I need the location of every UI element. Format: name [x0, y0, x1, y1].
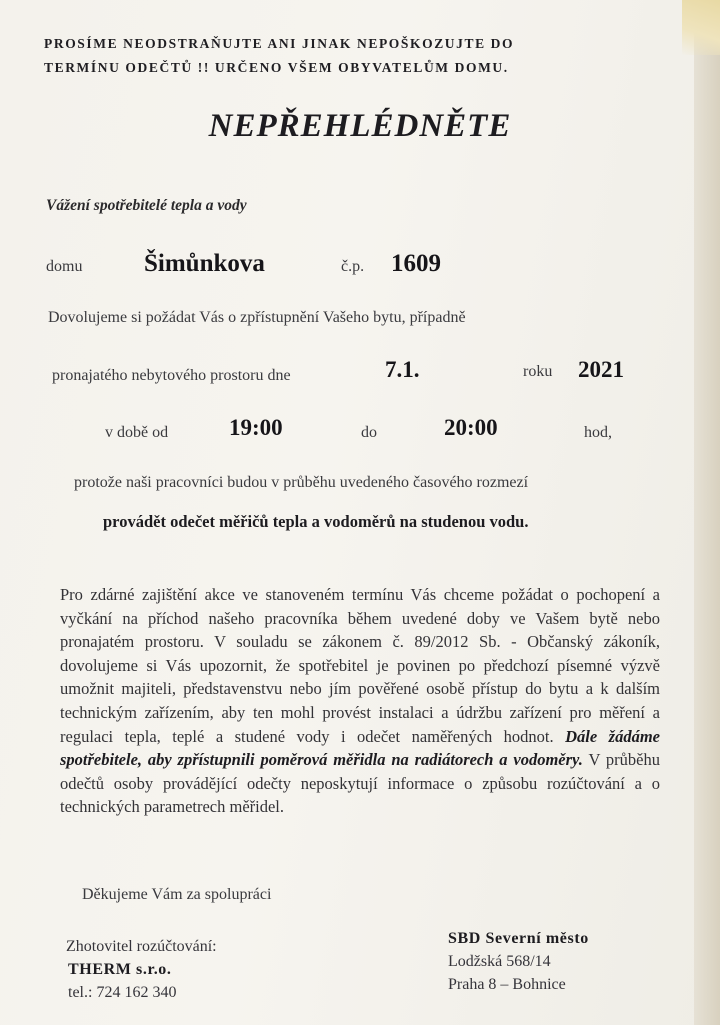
coop-name: SBD Severní město [448, 930, 589, 947]
contractor-label: Zhotovitel rozúčtování: [66, 938, 217, 955]
time-to: 20:00 [444, 415, 498, 440]
year-label: roku [523, 363, 553, 380]
coop-street: Lodžská 568/14 [448, 953, 551, 970]
page-title: NEPŘEHLÉDNĚTE [208, 108, 512, 144]
page-shadow [694, 0, 720, 1025]
request-line-2: pronajatého nebytového prostoru dne [52, 367, 291, 384]
body-text: Pro zdárné zajištění akce ve stanoveném termínu Vás chceme požádat o pochopení a vyčkání na příchod našeho pracovníka během uvedené doby ve Vašem bytě nebo pronajatém prostoru. V souladu se zákonem č. 89/2012 Sb. - Občanský zákoník, dovolujeme si Vás upozornit, že spotřebitel je povinen po předchozí písemné výzvě umožnit majiteli, představenstvu nebo jím pověřené osobě přístup do bytu a k dalším technickým zařízením, aby ten mohl provést instalaci a údržbu zařízení pro měření a regulaci tepla, teplé a studené vody i odečet naměřených hodnot. [60, 585, 660, 746]
contractor-name: THERM s.r.o. [68, 961, 172, 978]
time-from: 19:00 [229, 415, 283, 440]
thanks-line: Děkujeme Vám za spolupráci [82, 886, 272, 903]
time-to-label: do [361, 424, 377, 441]
visit-year: 2021 [578, 357, 624, 382]
reading-task: provádět odečet měřičů tepla a vodoměrů na studenou vodu. [103, 512, 529, 531]
house-number: 1609 [391, 250, 441, 277]
reason-line: protože naši pracovníci budou v průběhu uvedeného časového rozmezí [74, 474, 529, 491]
body-paragraph [60, 583, 660, 819]
body-emphasis: Dále žádáme spotřebitele, aby zpřístupnili poměrová měřidla na radiátorech a vodoměry. [60, 726, 661, 770]
visit-date: 7.1. [385, 357, 420, 382]
coop-city: Praha 8 – Bohnice [448, 976, 566, 993]
paper-corner [682, 0, 720, 55]
number-label: č.p. [341, 258, 365, 275]
hour-label: hod, [584, 424, 612, 441]
greeting: Vážení spotřebitelé tepla a vody [46, 197, 247, 214]
notice-line-1: PROSÍME NEODSTRAŇUJTE ANI JINAK NEPOŠKOZUJTE DO [44, 36, 515, 51]
body-text-end: V průběhu odečtů osoby provádějící odečty neposkytují informace o způsobu rozúčtování a o technických parametrech měřidel. [60, 750, 660, 817]
notice-line-2: TERMÍNU ODEČTŮ !! URČENO VŠEM OBYVATELŮM DOMU. [44, 60, 509, 75]
contractor-phone: tel.: 724 162 340 [68, 984, 177, 1001]
street-name: Šimůnkova [144, 250, 265, 277]
house-label: domu [46, 258, 83, 275]
time-from-label: v době od [105, 424, 169, 441]
request-line: Dovolujeme si požádat Vás o zpřístupnění Vašeho bytu, případně [48, 309, 466, 326]
